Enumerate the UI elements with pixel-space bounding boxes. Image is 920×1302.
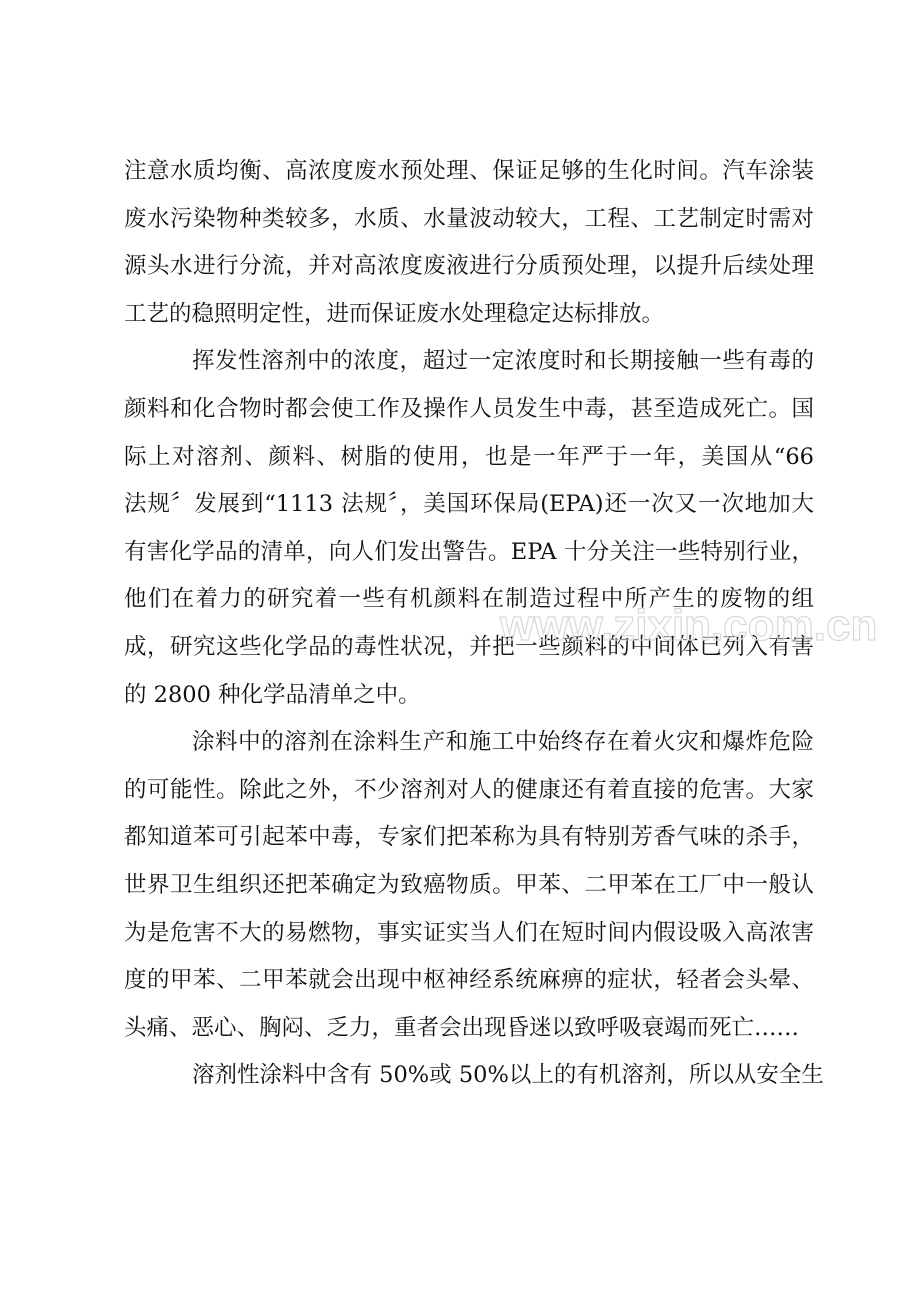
text-line: 颜料和化合物时都会使工作及操作人员发生中毒，甚至造成死亡。国	[124, 395, 814, 422]
text-line: 涂料中的溶剂在涂料生产和施工中始终存在着火灾和爆炸危险	[192, 729, 814, 756]
watermark-text: www.zixin.com.cn	[500, 601, 878, 650]
body-text	[124, 148, 824, 1100]
text-line: 头痛、恶心、胸闷、乏力，重者会出现昏迷以致呼吸衰竭而死亡……	[124, 1014, 800, 1041]
text-line: 挥发性溶剂中的浓度，超过一定浓度时和长期接触一些有毒的	[192, 348, 814, 375]
text-line: 溶剂性涂料中含有 50%或 50%以上的有机溶剂，所以从安全生	[192, 1062, 824, 1089]
text-line: 度的甲苯、二甲苯就会出现中枢神经系统麻痹的症状，轻者会头晕、	[124, 967, 814, 994]
text-line: 成，研究这些化学品的毒性状况，并把一些颜料的中间体已列入有害	[124, 633, 814, 660]
text-line: 注意水质均衡、高浓度废水预处理、保证足够的生化时间。汽车涂装	[124, 158, 814, 184]
text-line: 他们在着力的研究着一些有机颜料在制造过程中所产生的废物的组	[124, 586, 814, 613]
text-line: 废水污染物种类较多，水质、水量波动较大，工程、工艺制定时需对	[124, 205, 814, 232]
text-line: 都知道苯可引起苯中毒，专家们把苯称为具有特别芳香气味的杀手，	[124, 824, 814, 851]
text-line: 际上对溶剂、颜料、树脂的使用，也是一年严于一年，美国从“66	[124, 443, 814, 470]
text-line: 源头水进行分流，并对高浓度废液进行分质预处理，以提升后续处理	[124, 253, 814, 280]
text-line: 法规〞发展到“1113 法规〞，美国环保局(EPA)还一次又一次地加大	[124, 491, 814, 518]
text-line: 的 2800 种化学品清单之中。	[124, 681, 421, 708]
text-line: 工艺的稳照明定性，进而保证废水处理稳定达标排放。	[124, 300, 665, 327]
text-line: 的可能性。除此之外，不少溶剂对人的健康还有着直接的危害。大家	[124, 776, 814, 803]
text-line: 为是危害不大的易燃物，事实证实当人们在短时间内假设吸入高浓害	[124, 919, 814, 946]
text-line: 世界卫生组织还把苯确定为致癌物质。甲苯、二甲苯在工厂中一般认	[124, 871, 814, 898]
text-line: 有害化学品的清单，向人们发出警告。EPA 十分关注一些特别行业，	[124, 538, 814, 565]
